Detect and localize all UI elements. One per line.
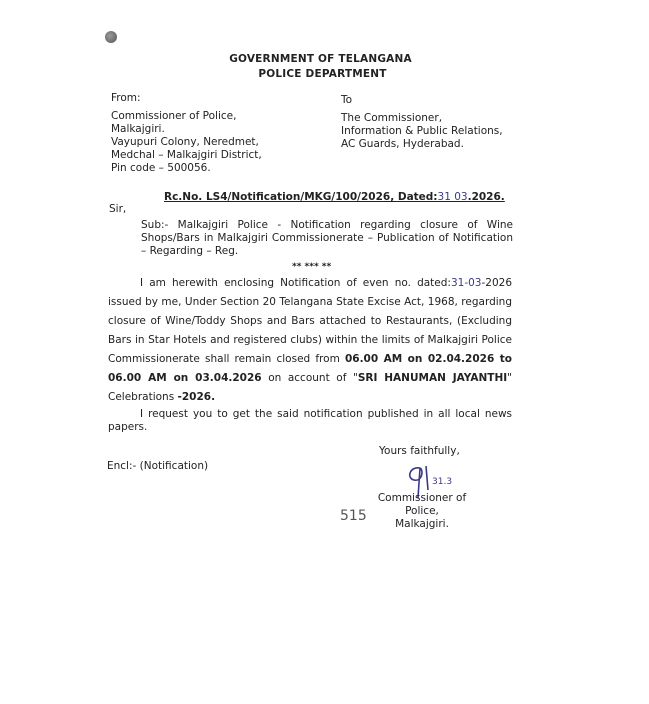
body-closure-time: 06.00 AM on 02.04.2026 to 06.00 AM on 03.04.2026 bbox=[108, 353, 512, 384]
body-part-4: " Celebrations bbox=[108, 372, 512, 403]
from-label: From: bbox=[111, 92, 141, 104]
to-line-2: Information & Public Relations, bbox=[341, 125, 503, 137]
to-block bbox=[341, 94, 503, 151]
letterhead-department: POLICE DEPARTMENT bbox=[258, 68, 387, 80]
request-text: I request you to get the said notification published in all local news papers. bbox=[108, 408, 512, 433]
from-line-3: Vayupuri Colony, Neredmet, bbox=[111, 136, 259, 148]
from-line-2: Malkajgiri. bbox=[111, 123, 165, 135]
punch-hole bbox=[105, 31, 117, 43]
request-paragraph bbox=[108, 408, 512, 434]
margin-note: 515 bbox=[340, 508, 367, 524]
from-line-5: Pin code – 500056. bbox=[111, 162, 211, 174]
body-part-3: on account of " bbox=[261, 372, 358, 384]
to-line-3: AC Guards, Hyderabad. bbox=[341, 138, 464, 150]
signature-date: 31.3 bbox=[432, 477, 453, 487]
body-part-1: I am herewith enclosing Notification of even no. dated: bbox=[140, 277, 451, 289]
to-line-1: The Commissioner, bbox=[341, 112, 443, 124]
reference-handwritten-date: 31 03 bbox=[437, 191, 468, 203]
signatory-block bbox=[361, 492, 483, 531]
to-label: To bbox=[341, 94, 353, 106]
reference-suffix: .2026. bbox=[467, 191, 505, 203]
reference-prefix: Rc.No. LS4/Notification/MKG/100/2026, Dated: bbox=[164, 191, 438, 203]
body-handwritten-date: 31-03 bbox=[450, 277, 482, 289]
signatory-title: Commissioner of Police, bbox=[377, 492, 467, 517]
salutation: Sir, bbox=[109, 203, 127, 215]
body-part-2: -2026 issued by me, Under Section 20 Telangana State Excise Act, 1968, regarding closure of Wine/Toddy Shops and Bars attached to Restaurants, (Excluding Bars in Star Hotels and registered clubs) within the limits of Malkajgiri Police Commissionerate shall remain closed from bbox=[108, 277, 512, 365]
signatory-place: Malkajgiri. bbox=[395, 518, 449, 530]
letterhead-government: GOVERNMENT OF TELANGANA bbox=[229, 53, 412, 65]
body-paragraph bbox=[108, 274, 512, 407]
body-year: -2026. bbox=[177, 391, 216, 403]
closing: Yours faithfully, bbox=[379, 445, 460, 457]
enclosure: Encl:- (Notification) bbox=[107, 460, 209, 472]
from-line-4: Medchal – Malkajgiri District, bbox=[111, 149, 262, 161]
reference-number bbox=[164, 191, 505, 203]
subject: Sub:- Malkajgiri Police - Notification regarding closure of Wine Shops/Bars in Malkajgiri Commissionerate – Publication of Notification – Regarding – Reg. bbox=[141, 219, 513, 257]
from-line-1: Commissioner of Police, bbox=[111, 110, 237, 122]
from-block bbox=[111, 92, 262, 175]
separator: ** *** ** bbox=[292, 262, 332, 272]
body-occasion: SRI HANUMAN JAYANTHI bbox=[357, 372, 508, 384]
